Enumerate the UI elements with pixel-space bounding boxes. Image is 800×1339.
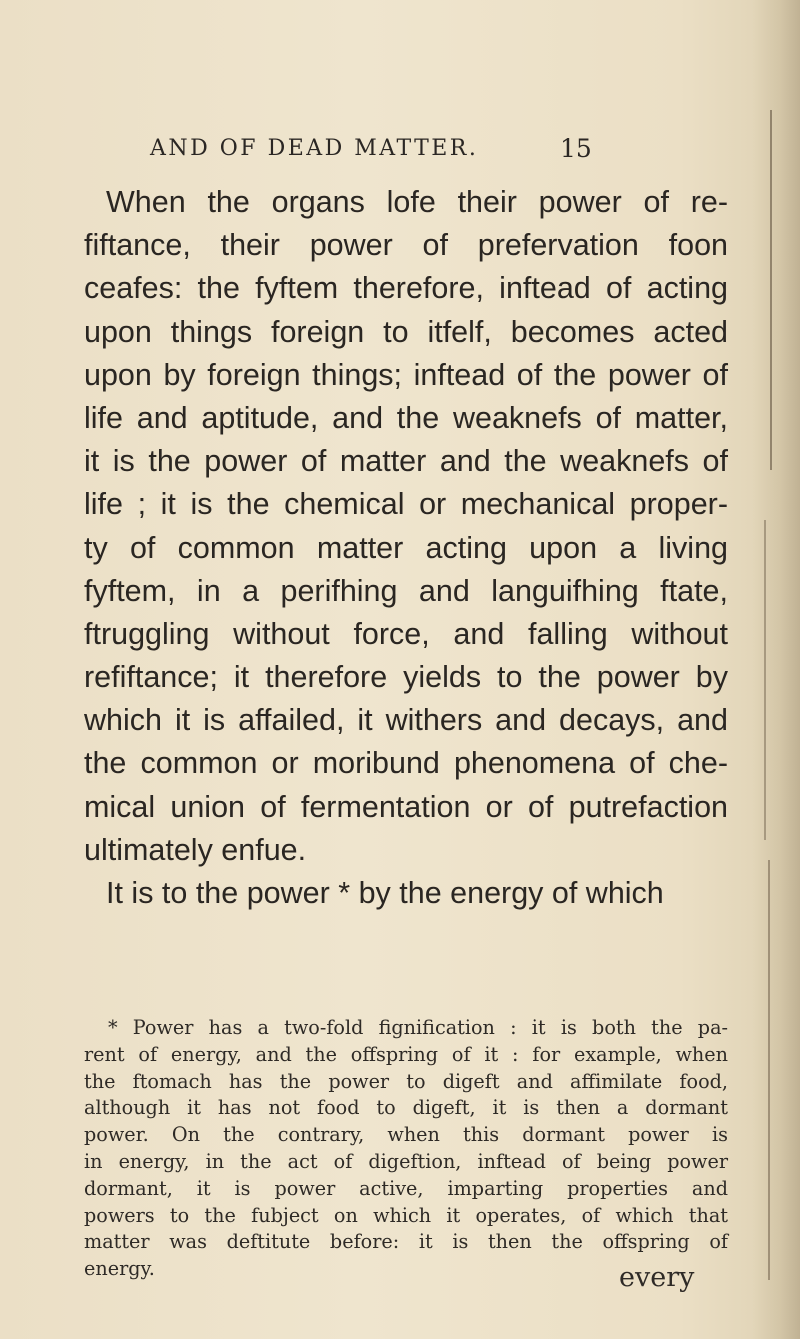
running-title: AND OF DEAD MATTER. xyxy=(150,136,479,161)
text-line: ftruggling without force, and falling without xyxy=(84,616,728,651)
text-line: When the organs lofe their power of re- xyxy=(106,185,728,219)
text-line: life ; it is the chemical or mechanical proper- xyxy=(84,487,728,522)
running-header xyxy=(150,136,590,176)
text-line: upon things foreign to itfelf, becomes acted xyxy=(84,314,728,349)
text-line: ceafes: the fyftem therefore, inftead of acting xyxy=(84,271,728,306)
catchword: every xyxy=(619,1262,695,1293)
page-number: 15 xyxy=(560,134,592,163)
text-line: ty of common matter acting upon a living xyxy=(84,530,728,565)
footnote-line: rent of energy, and the offspring of it : for example, when xyxy=(84,1042,728,1066)
text-line: fyftem, in a perifhing and languifhing ftate, xyxy=(84,573,728,608)
main-text xyxy=(84,181,728,915)
footnote-line: * Power has a two-fold fignification : it is both the pa- xyxy=(108,1016,728,1039)
page-edge-line xyxy=(768,860,770,1280)
text-line: it is the power of matter and the weaknefs of xyxy=(84,444,728,479)
footnote-line: matter was deftitute before: it is then the offspring of xyxy=(84,1230,728,1254)
text-line: refiftance; it therefore yields to the power by xyxy=(84,660,728,695)
footnote-line: in energy, in the act of digeftion, inftead of being power xyxy=(84,1149,728,1173)
footnote xyxy=(84,1015,728,1283)
text-line: mical union of fermentation or of putrefaction xyxy=(84,789,728,824)
text-line: ultimately enfue. xyxy=(84,832,307,867)
footnote-line: dormant, it is power active, imparting properties and xyxy=(84,1176,728,1200)
footnote-line: although it has not food to digeft, it is then a dormant xyxy=(84,1096,728,1120)
footnote-line: energy. xyxy=(84,1257,155,1281)
footnote-line: power. On the contrary, when this dormant power is xyxy=(84,1123,728,1147)
page-edge-line xyxy=(764,520,766,840)
text-line: upon by foreign things; inftead of the power of xyxy=(84,357,728,392)
page-edge-shadow xyxy=(752,0,800,1339)
text-line: life and aptitude, and the weaknefs of matter, xyxy=(84,400,728,435)
footnote-line: the ftomach has the power to digeft and affimilate food, xyxy=(84,1069,728,1093)
text-line: It is to the power * by the energy of which xyxy=(106,876,664,910)
text-line: the common or moribund phenomena of che- xyxy=(84,746,728,781)
footnote-line: powers to the fubject on which it operates, of which that xyxy=(84,1203,728,1227)
text-line: which it is affailed, it withers and decays, and xyxy=(84,703,728,738)
page-edge-line xyxy=(770,110,772,470)
text-line: fiftance, their power of prefervation foon xyxy=(84,228,728,263)
